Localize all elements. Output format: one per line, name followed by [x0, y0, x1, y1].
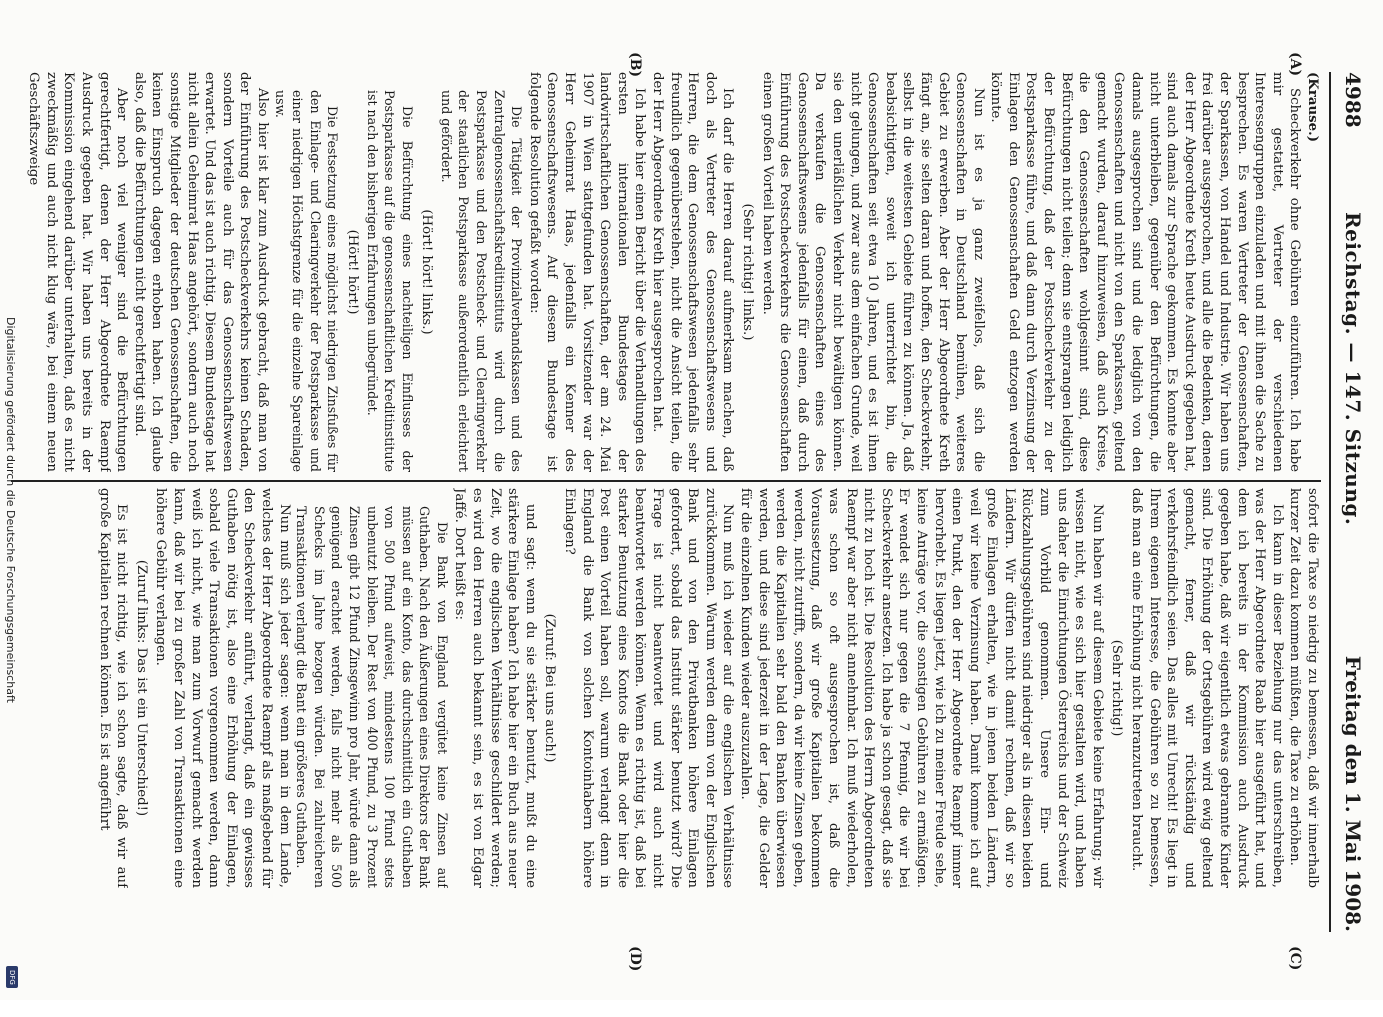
paragraph: und sagt: wenn du sie stärker benutzt, mußt du eine stärkere Einlage haben? Ich habe hier ein Buch aus neuer Zeit, wo die englischen Verhältnisse geschildert werden; es wird den Herren auch bekannt sein, es ist von Edgar Jaffé. Dort heißt es: [452, 488, 538, 888]
quoted-passage: Die Tätigkeit der Provinzialverbandskassen und des Zentralgenossenschaftskreditinstituts wird durch die Postsparkasse und den Postscheck- und Clearingverkehr der staatlichen Postsparkasse außerordentlich erleichtert und gefördert. [438, 90, 525, 472]
quoted-passage: Die Bank von England vergütet keine Zinsen auf Guthaben. Nach den Äußerungen eines Direktors der Bank müssen auf ein Konto, das durchschnittlich ein Guthaben von 500 Pfund aufweist, mindestens 100 Pfund stets unbenutzt bleiben. Der Rest von 400 Pfund, zu 3 Prozent Zinsen gibt 12 Pfund Zinsgewinn pro Jahr, würde dann als genügend erachtet werden, falls nicht mehr als 500 Schecks im Jahre bezogen würden. Bei zahlreicheren Transaktionen verlangt die Bant ein größeres Guthaben. [294, 506, 450, 888]
paragraph: Nun muß ich wieder auf die englischen Verhältnisse zurückkommen. Warum werden denn von der Englischen Bank und von den Privatbanken höhere Einlagen gefordert, sobald das Institut stärker benutzt wird? Die Frage ist nicht beantwortet und wird auch nicht beantwortet werden können. Wenn es richtig ist, daß bei starker Benutzung eines Kontos die Bank oder hier die Post einen Vorteil haben soll, warum verlangt denn in England die Bank von solchen Kontoinhabern höhere Einlagen? [562, 488, 736, 888]
paragraph: Nun ist es ja ganz zweifellos, daß sich die Genossenschaften in Deutschland bemühen, weiteres Gebiet zu erwerben. Aber der Herr Abgeordnete Kreth fängt an, sie selten daran und hoffen, den Scheckverkehr, selbst in die weitesten Gebiete führen zu können. Ja, daß beabsichtigten, soweit ich unterrichtet bin, die Genossenschaften seit etwa 10 Jahren, und es ist ihnen nicht gelungen, und zwar aus dem einfachen Grunde, weil sie den unerläßlichen Verkehr nicht bewältigen können. Da verkaufen die Genossenschaften eines des Genossenschaftswesens jedenfalls für einen, daß durch Einführung des Postscheckverkehrs die Genossenschaften einen großen Vorteil haben werden. [759, 72, 986, 472]
paragraph: Nun haben wir auf diesem Gebiete keine Erfahrung; wir wissen nicht, wie es sich hier gestalten wird, und haben uns daher die Einrichtungen Österreichs und der Schweiz zum Vorbild genommen. Unsere Ein- und Rückzahlungsgebühren sind niedriger als in diesen beiden Ländern. Wir dürfen nicht damit rechnen, daß wir so große Einlagen erhalten, wie in jenen beiden Ländern, weil wir keine Verzinsung haben. Damit komme ich auf einen Punkt, den der Herr Abgeordnete Raempf immer hervorhebt. Es liegen jetzt, wie ich zu meiner Freude sehe, keine Anträge vor, die sonstigen Gebühren zu ermäßigen. Er wendet sich nur gegen die 7 Pfennig, die wir bei Scheckverkehr ansetzen. Ich habe ja schon gesagt, daß sie nicht zu hoch ist. Die Resolution des Herrn Abgeordneten Raempf war aber nicht annehmbar. Ich muß wiederholen, was schon so oft ausgesprochen ist, daß die Voraussetzung, daß wir große Kapitalien bekommen werden, nicht zutrifft, sondern, da wir keine Zinsen geben, werden die Kapitalien sehr bald den Banken überwiesen werden, und diese sind jederzeit in der Lage, die Gelder für die einzelnen Kunden wieder auszuzahlen. [738, 488, 1105, 888]
session-date: Freitag den 1. Mai 1908. [1341, 655, 1365, 932]
margin-marker-b: (B) [627, 52, 643, 78]
paragraph: Es ist nicht richtig, wie ich schon sagte, daß wir auf große Kapitalien rechnen können. Es ist angeführt [96, 488, 130, 888]
margin-marker-d: (D) [627, 946, 643, 972]
margin-marker-a: (A) [1287, 52, 1303, 77]
dfg-logo-text: DFG [8, 970, 16, 985]
left-text-column [11, 72, 1321, 472]
quoted-passage: Die Festsetzung eines möglichst niedrigen Zinsfußes für den Einlage- und Clearingverkehr der Postsparkasse und einer niedrigen Höchstgrenze für die einzelne Spareinlage usw. [272, 90, 341, 472]
paragraph: Nun muß sich jeder sagen: wenn man in dem Lande, welches der Herr Abgeordnete Raempf als maßgebend für den Scheckverkehr anführt, verlangt, daß ein gewisses Guthaben nötig ist, also eine Erhöhung der Einlagen, sobald viele Transaktionen vorgenommen werden, dann weiß ich nicht, wie man zum Vorwurf gemacht werden kann, daß wir bei zu großer Zahl von Transaktionen eine höhere Gebühr verlangen. [153, 488, 292, 888]
paragraph: Ich habe hier einen Bericht über die Verhandlungen des ersten internationalen Bundestages der landwirtschaftlichen Genossenschaften, der am 24. Mai 1907 in Wien stattgefunden hat. Vorsitzender war der Herr Geheimrat Haas, jedenfalls ein Kenner des Genossenschaftswesens. Auf diesem Bundestage ist folgende Resolution gefaßt worden: [526, 72, 648, 472]
paragraph: sofort die Taxe so niedrig zu bemessen, daß wir innerhalb kurzer Zeit dazu kommen müßten, die Taxe zu erhöhen. [1287, 488, 1320, 888]
dfg-credit: Digitalisierung gefördert durch die Deutsche Forschungsgemeinschaft [4, 317, 17, 703]
interjection: (Sehr richtig! links.) [740, 203, 755, 341]
interjection: (Hört! hört!) [344, 229, 360, 315]
paragraph: Also hier ist klar zum Ausdruck gebracht, daß man von der Einführung des Postscheckverkehrs keinen Schaden, sondern Vorteile auch für das Genossenschaftswesen erwartet. Und das ist auch richtig. Diesem Bundestage hat nicht allein Geheimrat Haas angehört, sondern auch noch sonstige Mitglieder der deutschen Genossenschaften, die keinen Einspruch dagegen erhoben haben. Ich glaube also, daß die Befürchtungen nicht gerechtfertigt sind. [131, 72, 270, 472]
quoted-passage: Die Befürchtung eines nachteiligen Einflusses der Postsparkasse auf die genossenschaftlichen Kreditinstitute ist nach den bisherigen Erfahrungen unbegründet. [364, 90, 415, 472]
interjection: (Sehr richtig!) [1109, 639, 1125, 737]
column-divider [11, 480, 1321, 482]
interjection: (Hört! hört! links.) [419, 209, 435, 335]
paragraph: Aber noch viel weniger sind die Befürchtungen gerechtfertigt, denen der Herr Abgeordnete Raempf Ausdruck gegeben hat. Wir haben uns bereits in der Kommission eingehend darüber unterhalten, daß es nicht zweckmäßig und auch nicht klug wäre, bei einem neuen Geschäftszweige [26, 72, 130, 472]
speaker-name: (Krause.) [1305, 72, 1320, 143]
margin-marker-c: (C) [1287, 946, 1303, 971]
paragraph: Scheckverkehr ohne Gebühren einzuführen. Ich habe mir gestattet, Vertreter der verschiedenen Interessengruppen einzuladen und mit ihnen die Sache zu besprechen. Es waren Vertreter der Genossenschaften, der Sparkassen, von Handel und Industrie. Wir haben uns frei darüber ausgesprochen, und alle die Bedenken, denen der Herr Abgeordnete Kreth heute Ausdruck gegeben hat, sind auch damals zur Sprache gekommen. Es konnte aber nicht unterbleiben, gegenüber den Befürchtungen, die damals ausgesprochen sind und die lediglich von den Genossenschaften und nicht von den Sparkassen, geltend gemacht wurden, darauf hinzuweisen, daß auch Kreise, die den Genossenschaften wohlgesinnt sind, diese Befürchtungen nicht teilen; denn sie entsprangen lediglich der Befürchtung, daß der Postscheckverkehr zu der Postsparkasse führe, und daß dann durch Verzinsung der Einlagen den Genossenschaften Geld entzogen werden könnte. [988, 72, 1303, 472]
page-number: 4988 [1341, 72, 1365, 128]
page-header [1329, 72, 1371, 932]
session-title: Reichstag. — 147. Sitzung. [1341, 212, 1365, 526]
paragraph: Ich darf die Herren darauf aufmerksam machen, daß doch als Vertreter des Genossenschaftswesens und Herren, die dem Genossenschaftswesen jedenfalls sehr freundlich gegenüberstehen, nicht die Ansicht teilen, die der Herr Abgeordnete Kreth hier ausgesprochen hat. [650, 72, 736, 472]
right-text-column [11, 488, 1321, 888]
paragraph: Ich kann in dieser Beziehung nur das unterschreiben, was der Herr Abgeordnete Raab hier ausgeführt hat, und dem ich bereits in der Kommission auch Ausdruck gegeben habe, daß wir eigentlich etwas gebrannte Kinder sind. Die Erhöhung der Ortsgebühren wird ewig geltend gemacht, ferner, daß wir rückständig und verkehrsfeindlich seien. Das alles mit Unrecht! Es liegt in Ihrem eigenen Interesse, die Gebühren so zu bemessen, daß man an eine Erhöhung nicht heranzutreten braucht. [1129, 488, 1285, 888]
interjection: (Zuruf links: Das ist ein Unterschied!) [133, 559, 149, 817]
interjection: (Zuruf: Bei uns auch!) [542, 613, 558, 763]
